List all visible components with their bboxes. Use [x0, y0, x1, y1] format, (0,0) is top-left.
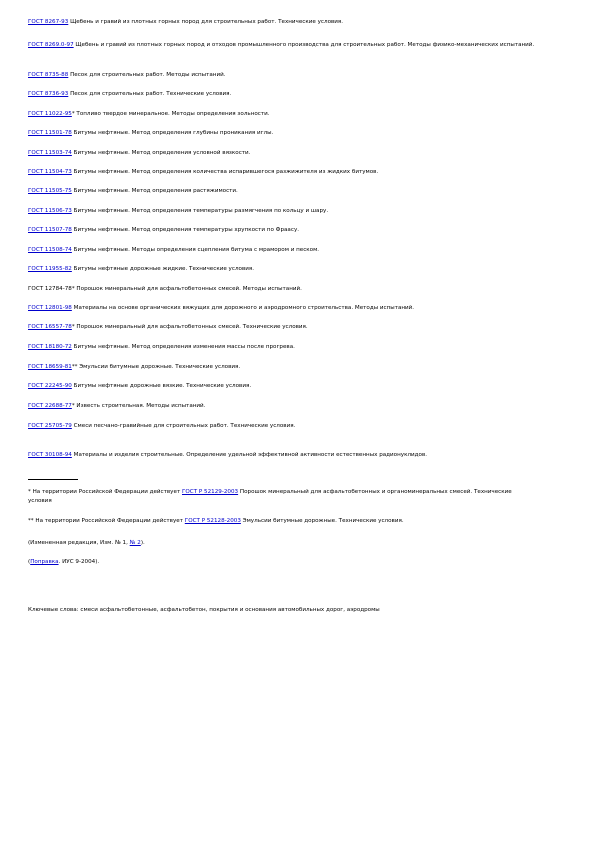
reference-code-link[interactable]: ГОСТ 11022-95 [28, 111, 72, 117]
footnote-two-link[interactable]: ГОСТ Р 52128-2003 [184, 518, 241, 524]
reference-item [28, 129, 573, 138]
footnote-one-prefix: * На территории Российской Федерации действует [28, 489, 182, 495]
edition-note-suffix: ). [140, 540, 145, 546]
reference-item [28, 187, 573, 196]
reference-code-link[interactable]: ГОСТ 18659-81 [28, 364, 72, 370]
reference-title: Материалы и изделия строительные. Определение удельной эффективной активности естественных радионуклидов. [71, 452, 428, 458]
reference-item [28, 343, 573, 352]
reference-item [28, 265, 573, 274]
reference-title: Битумы нефтяные. Методы определения сцепления битума с мрамором и песком. [71, 247, 320, 253]
reference-title: Песок для строительных работ. Методы испытаний. [68, 72, 226, 78]
reference-title: * Порошок минеральный для асфальтобетонных смесей. Методы испытаний. [71, 286, 302, 292]
reference-item [28, 402, 573, 411]
reference-code-link[interactable]: ГОСТ 22245-90 [28, 383, 72, 389]
reference-title: ** Эмульсии битумные дорожные. Технические условия. [71, 364, 241, 370]
reference-title: Битумы нефтяные. Метод определения изменения массы после прогрева. [71, 344, 295, 350]
reference-title: Смеси песчано-гравийные для строительных работ. Технические условия. [71, 423, 296, 429]
reference-code-link[interactable]: ГОСТ 11507-78 [28, 227, 72, 233]
reference-title: Битумы нефтяные. Метод определения температуры размягчения по кольцу и шару. [71, 208, 329, 214]
amendment-note-link[interactable]: Поправка [30, 559, 59, 565]
reference-code-link[interactable]: ГОСТ 11508-74 [28, 247, 72, 253]
reference-item [28, 110, 573, 119]
reference-title: Материалы на основе органических вяжущих для дорожного и аэродромного строительства. Методы испытаний. [71, 305, 415, 311]
reference-item [28, 285, 573, 294]
reference-title: * Известь строительная. Методы испытаний. [71, 403, 206, 409]
reference-code-link[interactable]: ГОСТ 8269.0-97 [28, 42, 74, 48]
reference-code-link[interactable]: ГОСТ 11505-75 [28, 188, 72, 194]
reference-title: Битумы нефтяные. Метод определения условной вязкости. [71, 150, 251, 156]
reference-code-link[interactable]: ГОСТ 8736-93 [28, 91, 69, 97]
reference-title: Битумы нефтяные дорожные вязкие. Технические условия. [71, 383, 252, 389]
footnote-separator [28, 479, 78, 480]
amendment-note-prefix: ( [28, 559, 31, 565]
reference-title: Щебень и гравий из плотных горных пород и отходов промышленного производства для строительных работ. Методы физико-механических испытаний. [73, 42, 535, 48]
reference-code-link[interactable]: ГОСТ 11504-73 [28, 169, 72, 175]
amendment-note [28, 558, 528, 567]
edition-note [28, 539, 528, 548]
reference-code-link[interactable]: ГОСТ 25705-79 [28, 423, 72, 429]
reference-title: Битумы нефтяные. Метод определения количества испарившегося разжижителя из жидких битумов. [71, 169, 379, 175]
reference-code-link[interactable]: ГОСТ 8735-88 [28, 72, 69, 78]
edition-note-link[interactable]: № 2 [129, 540, 141, 546]
amendment-note-suffix: . ИУС 9-2004). [58, 559, 100, 565]
reference-title: Щебень и гравий из плотных горных пород для строительных работ. Технические условия. [68, 19, 344, 25]
reference-code-link[interactable]: ГОСТ 30108-94 [28, 452, 72, 458]
reference-item [28, 41, 573, 50]
reference-code-link[interactable]: ГОСТ 11955-82 [28, 266, 72, 272]
keywords-line: Ключевые слова: смеси асфальтобетонные, асфальтобетон, покрытия и основания автомобильных дорог, аэродромы [28, 607, 380, 613]
footnote-two [28, 517, 528, 526]
reference-title: Битумы нефтяные. Метод определения растяжимости. [71, 188, 238, 194]
footnote-one-link[interactable]: ГОСТ Р 52129-2003 [181, 489, 239, 495]
reference-item [28, 363, 573, 372]
reference-item [28, 71, 573, 80]
reference-title: * Топливо твердое минеральное. Методы определения зольности. [71, 111, 270, 117]
reference-code-link[interactable]: ГОСТ 18180-72 [28, 344, 72, 350]
reference-code-link[interactable]: ГОСТ 11503-74 [28, 150, 72, 156]
reference-code-link[interactable]: ГОСТ 22688-77 [28, 403, 72, 409]
reference-item [28, 451, 573, 460]
edition-note-prefix: (Измененная редакция, Изм. № 1, [28, 540, 130, 546]
reference-item [28, 18, 573, 27]
reference-item [28, 226, 573, 235]
reference-item [28, 168, 573, 177]
footnote-one [28, 488, 528, 506]
reference-item [28, 323, 573, 332]
reference-item [28, 422, 573, 431]
reference-title: * Порошок минеральный для асфальтобетонных смесей. Технические условия. [71, 324, 308, 330]
reference-item [28, 149, 573, 158]
reference-code-link[interactable]: ГОСТ 16557-78 [28, 324, 72, 330]
footnote-one-suffix: Порошок минеральный для асфальтобетонных и органоминеральных смесей. Технические условия [28, 489, 512, 504]
reference-code-link[interactable]: ГОСТ 11501-78 [28, 130, 72, 136]
reference-item [28, 382, 573, 391]
reference-item [28, 304, 573, 313]
reference-title: Битумы нефтяные. Метод определения глубины проникания иглы. [71, 130, 274, 136]
footnote-two-prefix: ** На территории Российской Федерации действует [28, 518, 185, 524]
reference-code-link[interactable]: ГОСТ 11506-73 [28, 208, 72, 214]
reference-item [28, 90, 573, 99]
reference-title: Песок для строительных работ. Технические условия. [68, 91, 232, 97]
reference-title: Битумы нефтяные. Метод определения температуры хрупкости по Фраасу. [71, 227, 300, 233]
reference-item [28, 207, 573, 216]
reference-code: ГОСТ 12784-78 [28, 286, 72, 292]
reference-title: Битумы нефтяные дорожные жидкие. Технические условия. [71, 266, 255, 272]
footnote-two-suffix: Эмульсии битумные дорожные. Технические условия. [240, 518, 404, 524]
reference-code-link[interactable]: ГОСТ 8267-93 [28, 19, 69, 25]
reference-code-link[interactable]: ГОСТ 12801-98 [28, 305, 72, 311]
reference-item [28, 246, 573, 255]
